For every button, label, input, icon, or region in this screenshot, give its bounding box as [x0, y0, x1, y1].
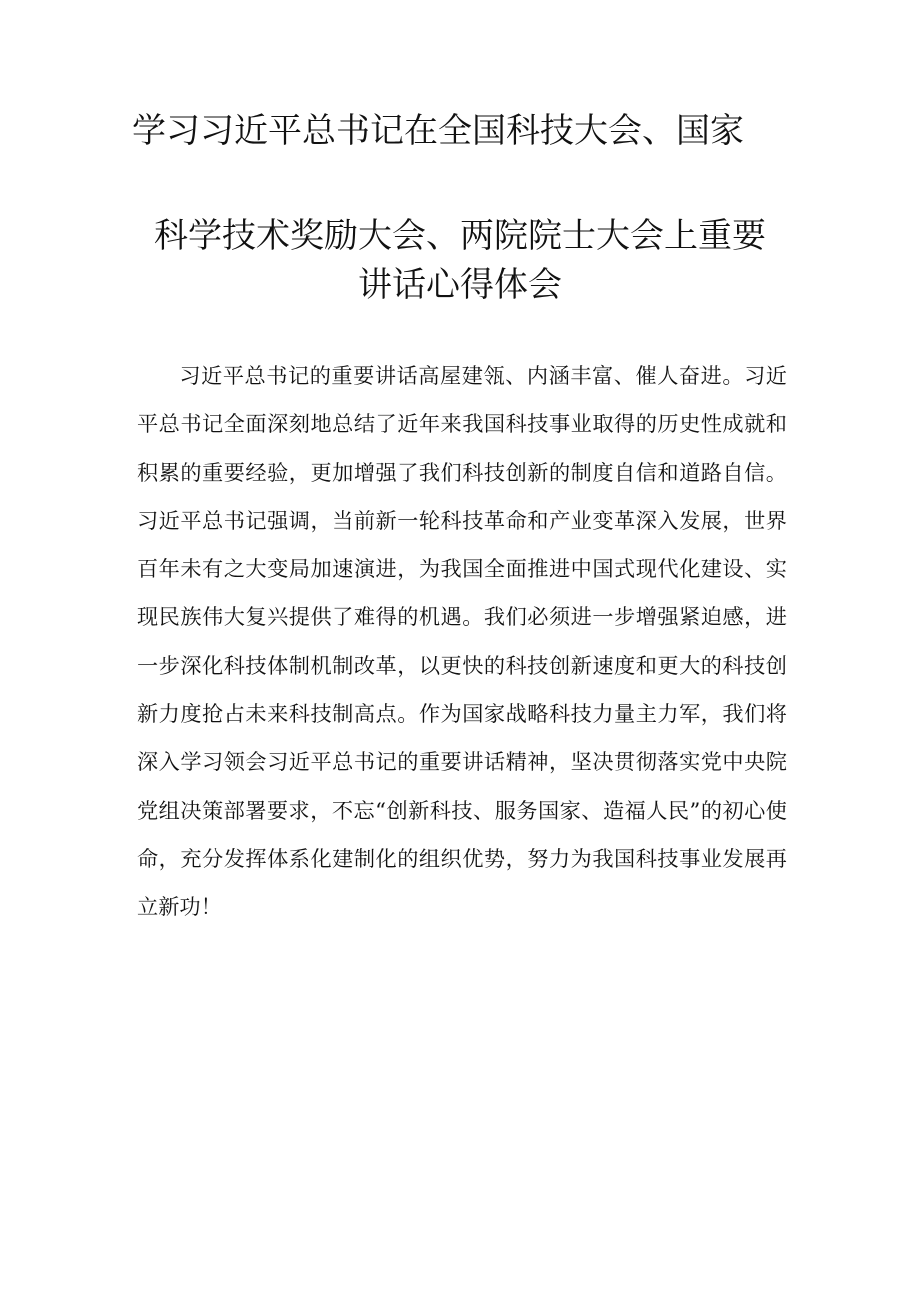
title-line-1: 学习习近平总书记在全国科技大会、国家 — [132, 111, 744, 151]
title-line-2: 科学技术奖励大会、两院院士大会上重要 — [154, 216, 766, 256]
body-paragraph: 习近平总书记的重要讲话高屋建瓴、内涵丰富、催人奋进。习近平总书记全面深刻地总结了近年来我国科技事业取得的历史性成就和积累的重要经验，更加增强了我们科技创新的制度自信和道路自信。习近平总书记强调，当前新一轮科技革命和产业变革深入发展，世界百年未有之大变局加速演进，为我国全面推进中国式现代化建设、实现民族伟大复兴提供了难得的机遇。我们必须进一步增强紧迫感，进一步深化科技体制机制改革，以更快的科技创新速度和更大的科技创新力度抢占未来科技制高点。作为国家战略科技力量主力军，我们将深入学习领会习近平总书记的重要讲话精神，坚决贯彻落实党中央院党组决策部署要求，不忘“创新科技、服务国家、造福人民”的初心使命，充分发挥体系化建制化的组织优势，努力为我国科技事业发展再立新功！ — [137, 363, 787, 920]
title-line-3: 讲话心得体会 — [358, 265, 562, 305]
